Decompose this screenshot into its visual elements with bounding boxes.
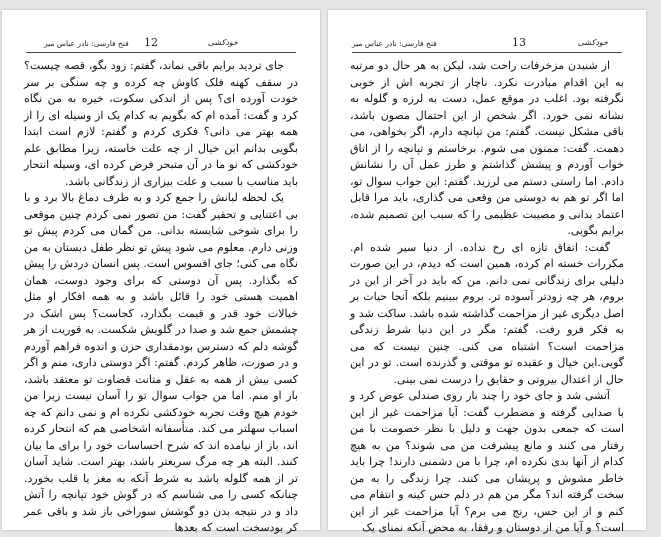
page-body xyxy=(350,58,624,534)
book-title: خودکشی xyxy=(577,38,608,47)
page-12 xyxy=(2,10,320,534)
page-13 xyxy=(328,10,646,534)
paragraph: گفت: اتفاق تازه ای رخ نداده. از دنیا سیر شده ام. مکررات خسته ام کرده، همین است که دیدم، در این صورت دلیلی برای زندگانی نمی دانم. من که باید در آخر از این در بروم، هر چه زودتر آسوده تر. بروم ببینیم بلکه آنجا حیات بر اصل دیگری غیر از مزاحمت گذاشته شده باشد. ساکت شد و به فکر فرو رفت. گفتم: مگر در این دنیا شرط زندگی مزاحمت است؟ اشتباه می کنی. چنین نیست که می گویی.این خیال و عقیده تو موقتی و گذرنده است. تو در این حال از اعتدال بیرونی و حقایق را درست نمی بینی. xyxy=(350,240,624,386)
book-title: خودکشی xyxy=(207,38,238,47)
page-number: 13 xyxy=(512,36,526,49)
author-line: فتح فارسی: نادر عباس میر xyxy=(352,39,437,48)
paragraph: جای تردید برایم باقی نماند، گفتم: زود بگو، قصه چیست؟ در سقف کهنه فلک کاوش چه کرده و چه سنگی بر سر خودت آورده ای؟ پس از اندکی سکوت، خیره به من نگاه کرد و گفت: آمده ام که بگویم به کدام یک از وسیله ای را از همه بهتر می دانی؟ فکری کردم و گفتم: لازم است ابتدا بگویی بدانم این خیال از چه علت خاسته، زیرا مطابق علم خودکشی که نو ما در آن متبحر فرض کرده ای، وسیله انتحار باید مناسب با سبب و علت بیزاری از زندگانی باشد. xyxy=(24,59,298,188)
page-body xyxy=(24,58,298,534)
paragraph: از شنیدن مزخرفات راحت شد، لیکن به هر حال دو مرتبه به این اقدام مبادرت نکرد. ناچار از تجربه اش از خوبی نگرفته بود. اغلب در موقع عمل، دست به لرزه و گلوله به نشانه نمی خورد. اگر شخص از این احتمال مصون باشد، باقی مشکل نیست. گفتم: من تپانچه دارم، اگر بخواهی، می دهمت. گفت: ممنون می شوم. برخاستم و تپانچه را از اتاق خواب آوردم و پیشش گذاشتم و طرز عمل آن را نشانش دادم. اما راستی دستم می لرزید. گفتم: این جواب سوال تو، اما اگر تو هم به دوستی من وقعی می گذاری، باید مرا قابل اعتماد بدانی و مصیبت عظیمی را که سبب این تصمیم شده، برایم بگویی. xyxy=(350,59,624,237)
paragraph: یک لحظه لبانش را جمع کرد و به طرف دماغ بالا برد و با بی اعتنایی و تحقیر گفت: من تصور نمی کردم چنین موقعی را برای شوخی شایسته بدانی. من گمان می کردم پیش تو وزنی دارم. معلوم می شود پیش تو نظر طفل دبستان به من نگاه می کنی؛ جای افسوس است. پس انسان دردش را پیش که بگذارد. پس آن دوستی که برای وجود دوست، همان اهمیت هستی خود را قائل باشد و به همه افکار او مثل خیالات خود قدر و قیمت بگذارد، کجاست؟ پس اشک در چشمش جمع شد و صدا در گلویش شکست. به قوریت از هر گوشه دلم که دسترس بودمقداری حزن و اندوه فراهم آوردم و در صورت، ظاهر کردم. گفتم: اگر دوستی داری، منم و اگر کسی بیش از همه به عقل و متانت قضاوت تو معتقد باشد، باز او منم. اما من جواب سوال تو را آسان نیست زیرا من خودم هیچ وقت تجربه خودکشی نکرده ام و نمی دانم که چه اسباب سهلتر می کند. متأسفانه اشخاصی هم که انتحار کرده اند، باز از نیامده اند که شرح احساسات خود را برای ما بیان کنند. البته هر چه مرگ سریعتر باشد، بهتر است. شاید آسان تر از همه گلوله باشد به شرط آنکه به مغز یا قلب بخورد. چنانکه کسی را می شناسم که در گوش خود تپانچه را آتش داد و در نتیجه بدن دو گوشش سوراخی باز شد و باقی عمر کر بودسخت است که بعدها xyxy=(24,191,298,534)
page-header xyxy=(26,38,296,53)
paragraph: آتشی شد و جای خود را چند بار روی صندلی عوض کرد و با صدایی گرفته و مضطرب گفت: آیا مزاحمت غیر از این است که جمعی بدون جهت و دلیل با نظر خصومت با من رفتار می کنند و مانع پیشرفت من می شوند؟ من به هیچ کدام از آنها بدی نکرده ام، چرا با من دشمنی دارند! چرا باید خاطر مشوش و پریشان می کنند. چرا زندگی را به من سخت گرفته اند؟ مگر من هم در دلم حس کینه و انتقام می کنم و از این حس، رنج می برم؟ آیا مزاحمت غیر از این است؟ و آیا من از دوستان و رفقا، به محض آنکه نمنای یک xyxy=(350,389,624,534)
page-header xyxy=(352,38,622,53)
author-line: فتح فارسی: نادر عباس میر xyxy=(44,39,129,48)
page-number: 12 xyxy=(144,36,158,49)
